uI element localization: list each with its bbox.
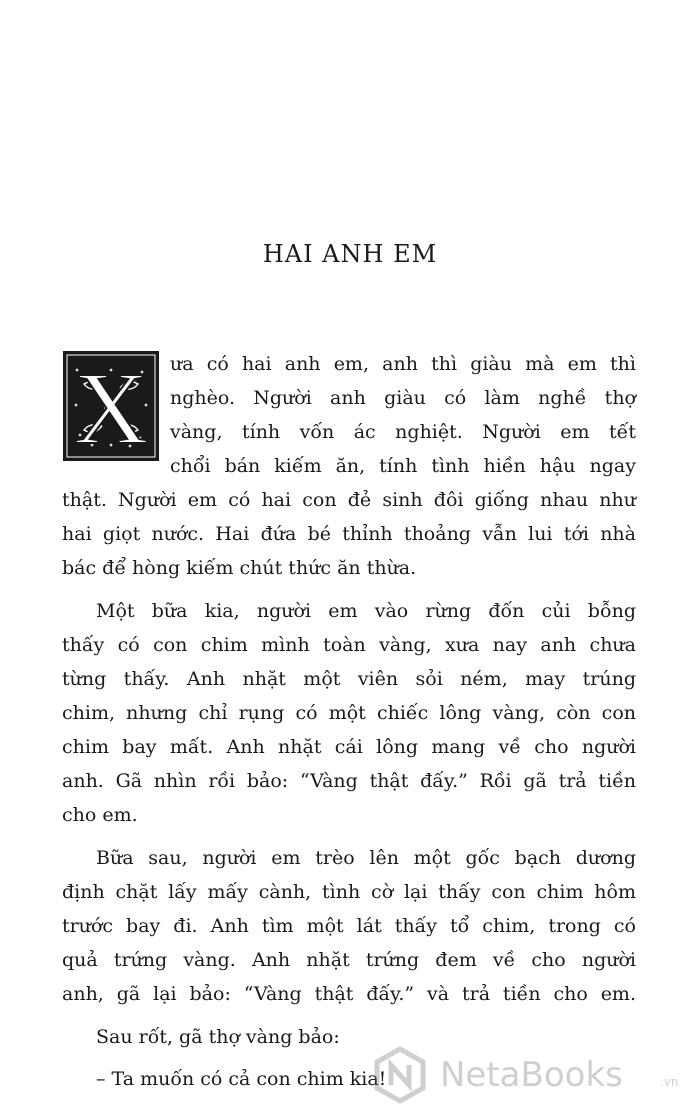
text-line: chổi bán kiếm ăn, tính tình hiền hậu ngay: [170, 455, 636, 477]
text-line: chim, nhưng chỉ rụng có một chiếc lông vàng, còn con: [62, 702, 636, 724]
dropcap-letter: X: [73, 351, 149, 462]
text-line: thấy có con chim mình toàn vàng, xưa nay anh chưa: [62, 634, 636, 656]
watermark-brand: NetaBooks: [440, 1055, 623, 1095]
text-line: hai giọt nước. Hai đứa bé thỉnh thoảng vẫn lui tới nhà: [62, 523, 636, 545]
text-line: Một bữa kia, người em vào rừng đốn củi bỗng: [96, 600, 636, 622]
text-line: trước bay đi. Anh tìm một lát thấy tổ chim, trong có: [62, 915, 636, 937]
text-line: bác để hòng kiếm chút thức ăn thừa.: [62, 557, 417, 579]
text-line: ưa có hai anh em, anh thì giàu mà em thì: [170, 353, 636, 375]
text-line: – Ta muốn có cả con chim kia!: [96, 1068, 387, 1090]
text-line: Bữa sau, người em trèo lên một gốc bạch dương: [96, 847, 636, 869]
text-line: vàng, tính vốn ác nghiệt. Người em tết: [170, 421, 636, 443]
text-line: anh. Gã nhìn rồi bảo: “Vàng thật đấy.” Rồi gã trả tiền: [62, 770, 636, 792]
text-line: từng thấy. Anh nhặt một viên sỏi ném, may trúng: [62, 668, 636, 690]
logo-icon: [370, 1045, 430, 1105]
text-line: thật. Người em có hai con đẻ sinh đôi giống nhau như: [62, 489, 636, 511]
text-line: nghèo. Người anh giàu có làm nghề thợ: [170, 387, 636, 409]
decorative-dropcap: [62, 350, 160, 462]
text-line: định chặt lấy mấy cành, tình cờ lại thấy con chim hôm: [62, 881, 636, 903]
text-line: chim bay mất. Anh nhặt cái lông mang về cho người: [62, 736, 636, 758]
text-line: Sau rốt, gã thợ vàng bảo:: [96, 1026, 340, 1048]
watermark-suffix: .vn: [660, 1075, 679, 1089]
text-line: anh, gã lại bảo: “Vàng thật đấy.” và trả tiền cho em.: [62, 983, 636, 1005]
watermark-logo: [370, 1045, 690, 1105]
text-line: quả trứng vàng. Anh nhặt trứng đem về cho người: [62, 949, 636, 971]
text-line: cho em.: [62, 804, 138, 826]
chapter-title: HAI ANH EM: [262, 240, 438, 268]
